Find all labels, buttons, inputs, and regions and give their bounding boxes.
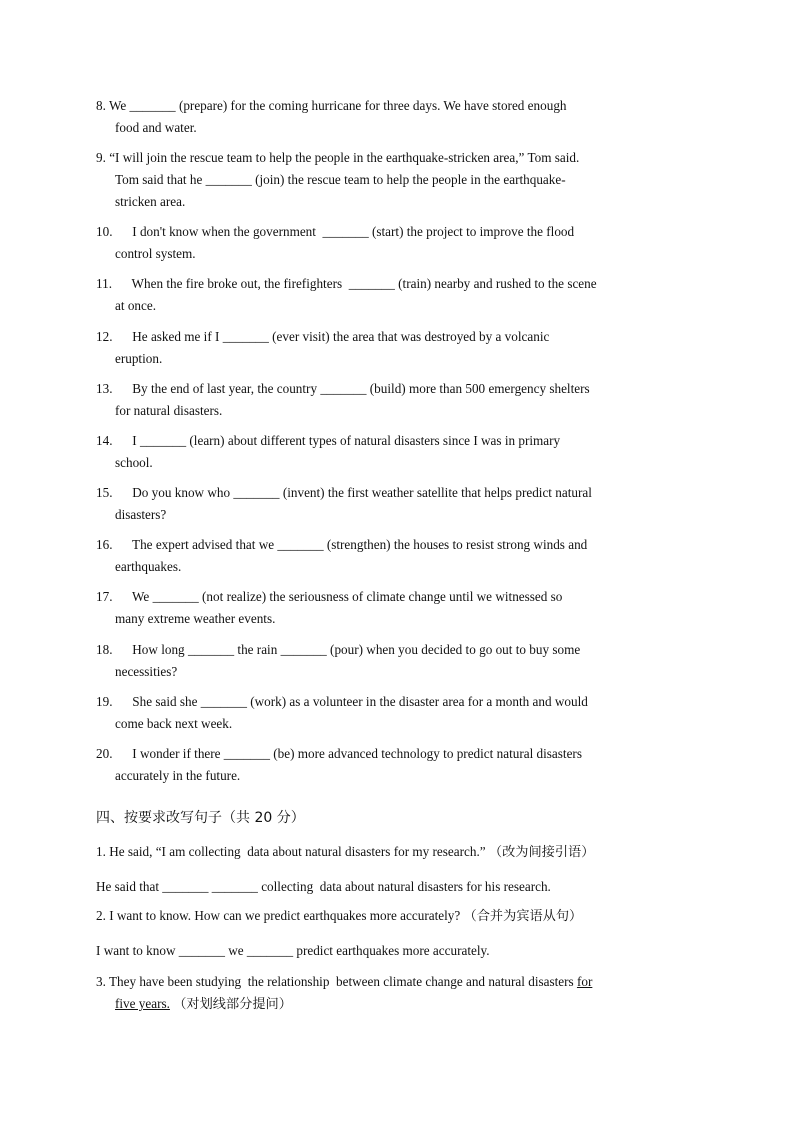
question-13-line2: for natural disasters.: [115, 403, 223, 418]
question-12: [96, 326, 696, 370]
question-15: [96, 482, 696, 526]
question-12-line2: eruption.: [115, 351, 163, 366]
question-11: [96, 273, 696, 317]
question-12-line1: 12. He asked me if I _______ (ever visit) the area that was destroyed by a volcanic: [96, 329, 550, 344]
rewrite-instruction: （对划线部分提问）: [169, 996, 292, 1011]
question-9: [96, 147, 696, 213]
rewrite-answer-2: I want to know _______ we _______ predict earthquakes more accurately.: [96, 943, 490, 958]
question-15-line2: disasters?: [115, 507, 167, 522]
question-8-line1: 8. We _______ (prepare) for the coming hurricane for three days. We have stored enough: [96, 98, 567, 113]
question-17-line2: many extreme weather events.: [115, 611, 276, 626]
question-13: [96, 378, 696, 422]
rewrite-question-1: 1. He said, “I am collecting data about natural disasters for my research.” （改为间接引语）: [96, 844, 595, 859]
rewrite-question-2: 2. I want to know. How can we predict earthquakes more accurately? （合并为宾语从句）: [96, 908, 583, 923]
question-17-line1: 17. We _______ (not realize) the seriousness of climate change until we witnessed so: [96, 589, 563, 604]
question-9-line1: 9. “I will join the rescue team to help the people in the earthquake-stricken area,” Tom said.: [96, 150, 580, 165]
question-18-line2: necessities?: [115, 664, 178, 679]
rewrite-question-3-line2: [115, 993, 725, 1015]
question-15-line1: 15. Do you know who _______ (invent) the first weather satellite that helps predict natural: [96, 485, 592, 500]
question-20-line2: accurately in the future.: [115, 768, 241, 783]
question-14-line1: 14. I _______ (learn) about different types of natural disasters since I was in primary: [96, 433, 561, 448]
rewrite-question-3: 3. They have been studying the relationship between climate change and natural disasters for: [96, 974, 593, 989]
question-13-line1: 13. By the end of last year, the country _______ (build) more than 500 emergency shelters: [96, 381, 590, 396]
underlined-phrase-part2: five years.: [115, 996, 170, 1011]
question-11-line1: 11. When the fire broke out, the firefighters _______ (train) nearby and rushed to the scene: [96, 276, 597, 291]
question-10-line1: 10. I don't know when the government _______ (start) the project to improve the flood: [96, 224, 575, 239]
question-14-line2: school.: [115, 455, 153, 470]
question-17: [96, 586, 696, 630]
question-19-line1: 19. She said she _______ (work) as a volunteer in the disaster area for a month and would: [96, 694, 588, 709]
question-18-line1: 18. How long _______ the rain _______ (pour) when you decided to go out to buy some: [96, 642, 581, 657]
question-8: [96, 95, 696, 139]
question-20: [96, 743, 696, 787]
question-8-line2: food and water.: [115, 120, 197, 135]
question-11-line2: at once.: [115, 298, 157, 313]
question-9-line3: stricken area.: [115, 194, 186, 209]
question-10: [96, 221, 696, 265]
question-20-line1: 20. I wonder if there _______ (be) more advanced technology to predict natural disasters: [96, 746, 582, 761]
question-16-line2: earthquakes.: [115, 559, 182, 574]
rewrite-answer-1: He said that _______ _______ collecting data about natural disasters for his research.: [96, 879, 551, 894]
question-18: [96, 639, 696, 683]
question-19-line2: come back next week.: [115, 716, 233, 731]
underlined-phrase-part1: for: [576, 974, 593, 989]
question-16: [96, 534, 696, 578]
question-9-line2: Tom said that he _______ (join) the rescue team to help the people in the earthquake-: [115, 172, 566, 187]
section-heading: 四、按要求改写句子（共 20 分）: [96, 810, 305, 826]
question-19: [96, 691, 696, 735]
question-16-line1: 16. The expert advised that we _______ (strengthen) the houses to resist strong winds and: [96, 537, 588, 552]
question-14: [96, 430, 696, 474]
question-10-line2: control system.: [115, 246, 196, 261]
